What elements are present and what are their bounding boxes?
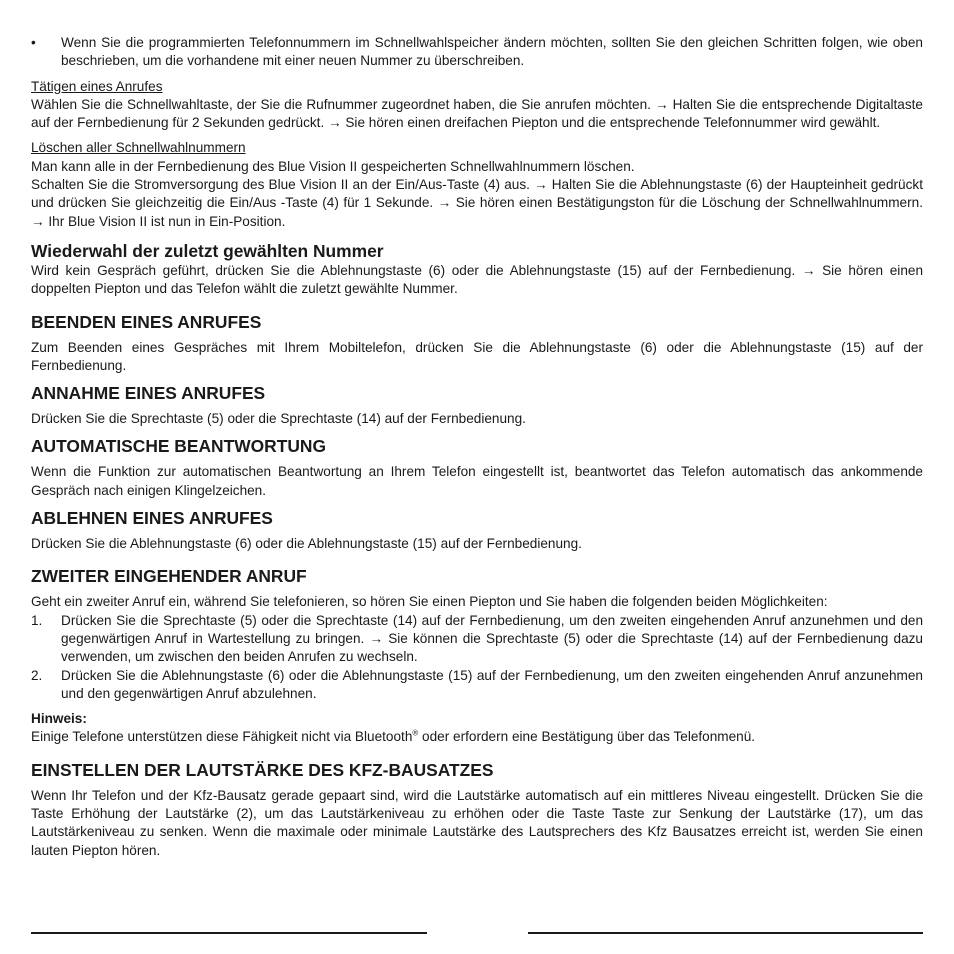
numbered-item-1: [31, 612, 923, 667]
footer-rule-right: [528, 932, 923, 934]
anruf-paragraph: Wählen Sie die Schnellwahltaste, der Sie die Rufnummer zugeordnet haben, die Sie anrufen möchten. → Halten Sie die entsprechende Digitaltaste auf der Fernbedienung für 2 Sekunden gedrückt. → Sie hören einen dreifachen Piepton und die entsprechende Telefonnummer wird gewählt.: [31, 96, 923, 131]
bullet-item: [31, 34, 923, 71]
zweiter-intro: Geht ein zweiter Anruf ein, während Sie telefonieren, so hören Sie einen Piepton und Sie haben die folgenden beiden Möglichkeiten:: [31, 594, 828, 610]
loeschen-paragraph-1: Man kann alle in der Fernbedienung des Blue Vision II gespeicherten Schnellwahlnummern löschen.: [31, 158, 635, 174]
numbered-text: Drücken Sie die Sprechtaste (5) oder die Sprechtaste (14) auf der Fernbedienung, um den zweiten eingehenden Anruf anzunehmen und den gegenwärtigen Anruf in Wartestellung zu bringen. → Sie können die Sprechtaste (5) oder die Sprechtaste (14) auf der Fernbedienung dazu verwenden, um zwischen den beiden Anrufen zu wechseln.: [61, 612, 923, 665]
numbered-item-2: [31, 667, 923, 704]
document-page: [31, 34, 923, 860]
numbered-text: Drücken Sie die Ablehnungstaste (6) oder die Ablehnungstaste (15) auf der Fernbedienung, um den zweiten eingehenden Anruf anzunehmen und den gegenwärtigen Anruf abzulehnen.: [61, 667, 923, 701]
annahme-heading: ANNAHME EINES ANRUFES: [31, 383, 266, 404]
ablehnen-heading: ABLEHNEN EINES ANRUFES: [31, 508, 273, 529]
loeschen-subheading: Löschen aller Schnellwahlnummern: [31, 140, 246, 156]
loeschen-paragraph-2: Schalten Sie die Stromversorgung des Blue Vision II an der Ein/Aus-Taste (4) aus. → Halten Sie die Ablehnungstaste (6) der Haupteinheit gedrückt und drücken Sie gleichzeitig die Ein/Aus -Taste (4) für 1 Sekunde. → Sie hören einen Bestätigungston für die Löschung der Schnellwahlnummern. → Ihr Blue Vision II ist nun in Ein-Position.: [31, 177, 923, 229]
lautstaerke-heading: EINSTELLEN DER LAUTSTÄRKE DES KFZ-BAUSATZES: [31, 759, 494, 780]
automatisch-heading: AUTOMATISCHE BEANTWORTUNG: [31, 436, 326, 457]
bullet-mark: •: [31, 35, 36, 50]
numbered-mark: 2.: [31, 667, 43, 683]
zweiter-heading: ZWEITER EINGEHENDER ANRUF: [31, 566, 307, 587]
automatisch-paragraph: Wenn die Funktion zur automatischen Beantwortung an Ihrem Telefon eingestellt ist, beantwortet das Telefon automatisch das ankommende Gespräch nach einigen Klingelzeichen.: [31, 464, 923, 498]
annahme-paragraph: Drücken Sie die Sprechtaste (5) oder die Sprechtaste (14) auf der Fernbedienung.: [31, 411, 526, 427]
hinweis-title: Hinweis:: [31, 711, 87, 727]
beenden-heading: BEENDEN EINES ANRUFES: [31, 311, 262, 332]
lautstaerke-paragraph: Wenn Ihr Telefon und der Kfz-Bausatz gerade gepaart sind, wird die Lautstärke automatisch auf ein mittleres Niveau eingestellt. Drücken Sie die Taste Erhöhung der Lautstärke (2), um das Lautstärkeniveau zu erhöhen oder die Taste Taste zur Senkung der Lautstärke (17), um das Lautstärkeniveau zu senken. Wenn die maximale oder minimale Lautstärke des Lautsprechers des Kfz Bausatzes erreicht ist, werden Sie einen lauten Piepton hören.: [31, 787, 923, 858]
beenden-paragraph: Zum Beenden eines Gespräches mit Ihrem Mobiltelefon, drücken Sie die Ablehnungstaste (6) oder die Ablehnungstaste (15) auf der Fernbedienung.: [31, 339, 923, 373]
wiederwahl-heading: Wiederwahl der zuletzt gewählten Nummer: [31, 240, 384, 261]
footer-rule-left: [31, 932, 427, 934]
numbered-mark: 1.: [31, 612, 43, 628]
hinweis-text-before: Einige Telefone unterstützen diese Fähigkeit nicht via Bluetooth: [31, 729, 413, 745]
registered-mark: ®: [412, 728, 419, 738]
hinweis-paragraph: [31, 728, 923, 746]
anruf-subheading: Tätigen eines Anrufes: [31, 78, 163, 94]
hinweis-text-after: oder erfordern eine Bestätigung über das Telefonmenü.: [418, 729, 756, 745]
wiederwahl-paragraph: Wird kein Gespräch geführt, drücken Sie die Ablehnungstaste (6) oder die Ablehnungstaste (15) auf der Fernbedienung. → Sie hören einen doppelten Piepton und das Telefon wählt die zuletzt gewählte Nummer.: [31, 262, 923, 297]
ablehnen-paragraph: Drücken Sie die Ablehnungstaste (6) oder die Ablehnungstaste (15) auf der Fernbedienung.: [31, 536, 582, 552]
bullet-text: Wenn Sie die programmierten Telefonnummern im Schnellwahlspeicher ändern möchten, sollten Sie den gleichen Schritten folgen, wie oben beschrieben, um die vorhandene mit einer neuen Nummer zu überschreiben.: [61, 35, 923, 69]
